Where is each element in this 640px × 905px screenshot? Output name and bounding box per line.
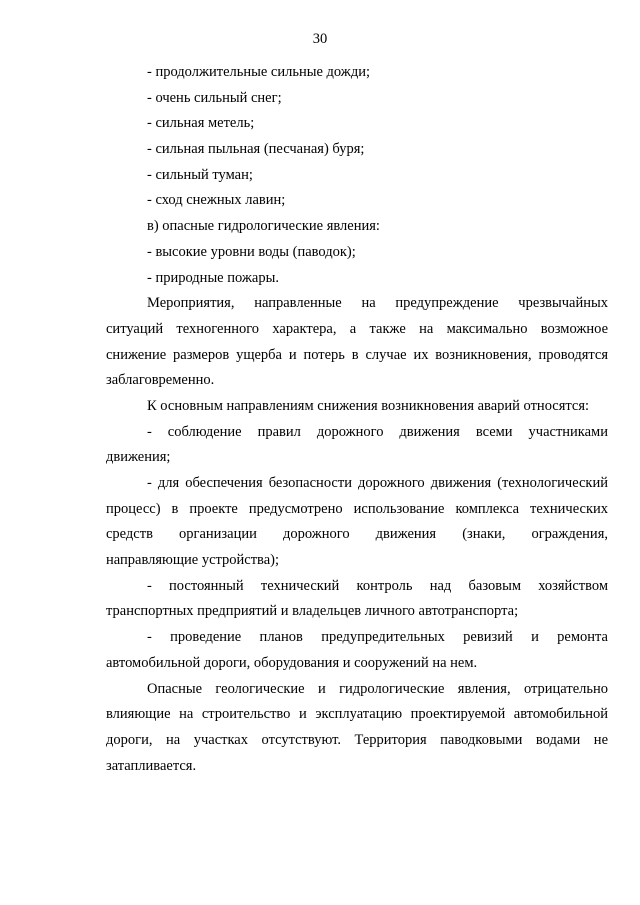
text-line: - постоянный технический контроль над базовым хозяйством	[147, 577, 608, 594]
text-line: транспортных предприятий и владельцев личного автотранспорта;	[106, 603, 519, 620]
text-line: - сход снежных лавин;	[147, 192, 286, 209]
text-line: - природные пожары.	[147, 269, 279, 286]
text-line: движения;	[106, 449, 171, 466]
text-line: средств организации дорожного движения (знаки, ограждения,	[106, 526, 608, 543]
text-line: затапливается.	[106, 757, 197, 774]
text-line: - высокие уровни воды (паводок);	[147, 243, 356, 260]
text-line: - сильная пыльная (песчаная) буря;	[147, 141, 365, 158]
text-line: заблаговременно.	[106, 372, 215, 389]
text-line: - для обеспечения безопасности дорожного движения (технологический	[147, 475, 608, 491]
text-line: Мероприятия, направленные на предупреждение чрезвычайных	[147, 295, 608, 312]
text-line: - сильный туман;	[147, 166, 253, 183]
text-line: направляющие устройства);	[106, 552, 280, 569]
text-line: влияющие на строительство и эксплуатацию проектируемой автомобильной	[106, 706, 608, 723]
page-number: 30	[312, 31, 328, 47]
text-line: дороги, на участках отсутствуют. Территория паводковыми водами не	[106, 731, 608, 748]
text-line: - соблюдение правил дорожного движения всеми участниками	[147, 423, 608, 440]
text-line: в) опасные гидрологические явления:	[147, 218, 380, 235]
text-line: - проведение планов предупредительных ревизий и ремонта	[147, 629, 608, 646]
document-body	[106, 60, 608, 779]
text-line: процесс) в проекте предусмотрено использование комплекса технических	[106, 500, 608, 517]
text-line: автомобильной дороги, оборудования и сооружений на нем.	[106, 654, 478, 671]
text-line: Опасные геологические и гидрологические явления, отрицательно	[147, 680, 608, 697]
text-line: ситуаций техногенного характера, а также на максимально возможное	[106, 320, 608, 337]
text-line: снижение размеров ущерба и потерь в случае их возникновения, проводятся	[106, 346, 608, 363]
text-line: - очень сильный снег;	[147, 89, 282, 106]
text-line: - продолжительные сильные дожди;	[147, 64, 370, 80]
text-line: К основным направлениям снижения возникновения аварий относятся:	[147, 397, 590, 414]
text-line: - сильная метель;	[147, 115, 255, 132]
